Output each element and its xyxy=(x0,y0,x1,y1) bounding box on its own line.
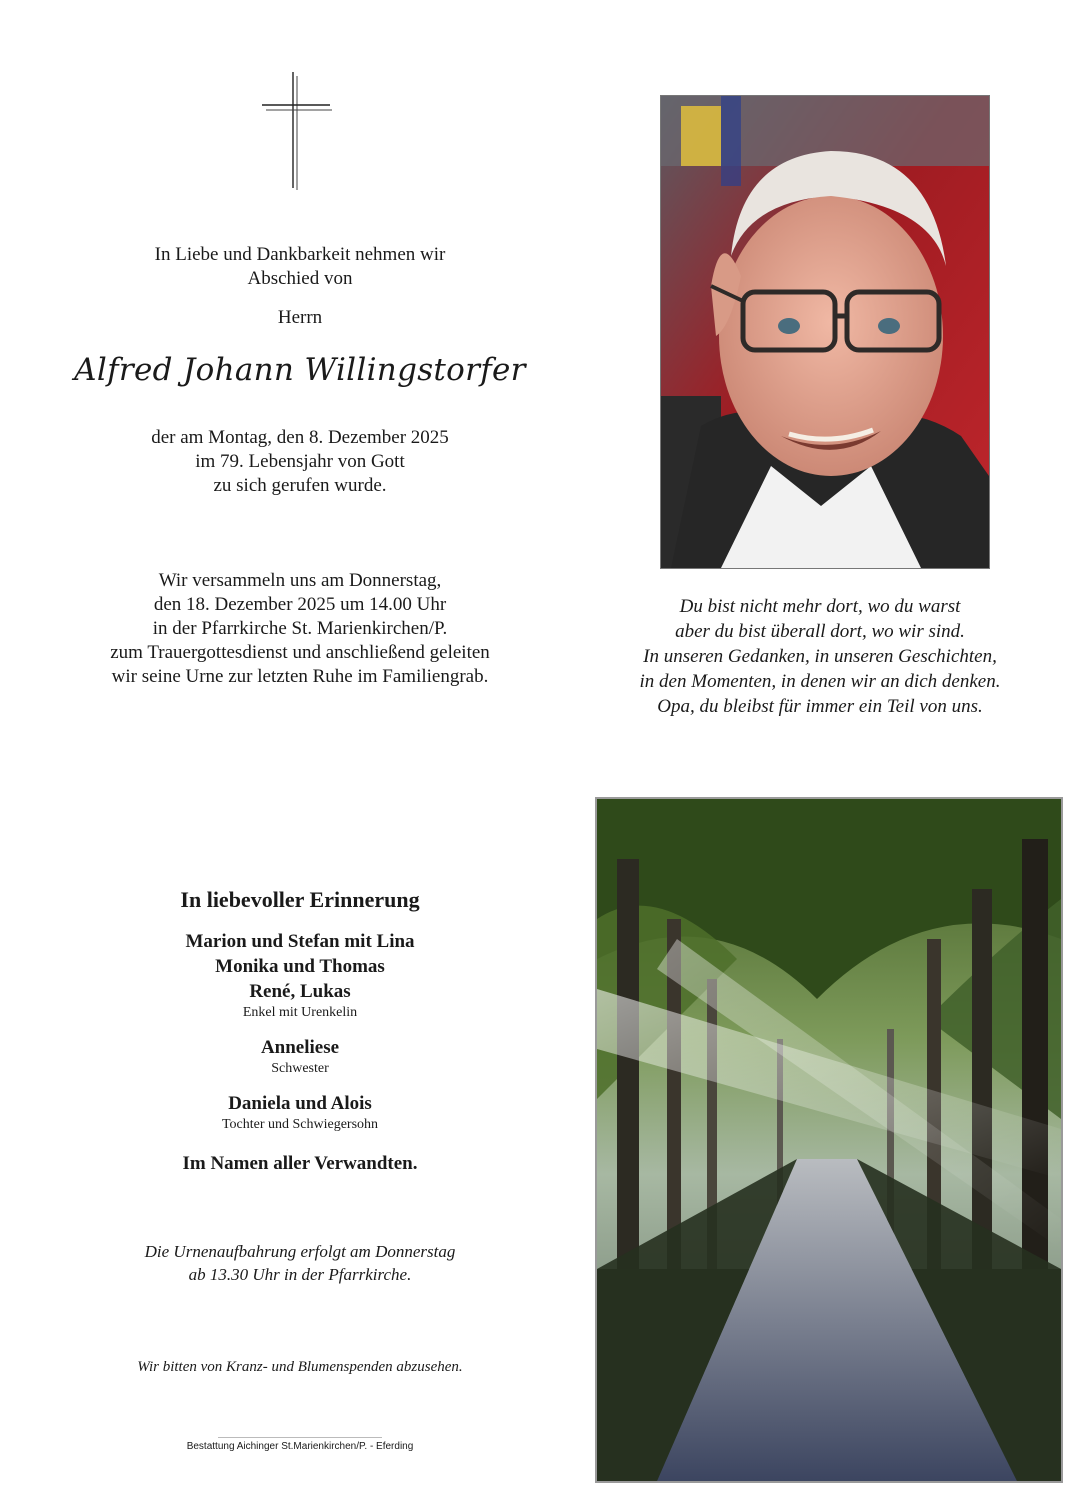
portrait-illustration xyxy=(661,96,989,568)
mourner-name: Daniela und Alois xyxy=(228,1093,372,1114)
gathering-line-2: den 18. Dezember 2025 um 14.00 Uhr xyxy=(153,594,447,615)
mourner-group xyxy=(100,1035,500,1077)
gathering-line-1: Wir versammeln uns am Donnerstag, xyxy=(158,570,442,591)
urn-notice xyxy=(70,1240,530,1286)
deceased-name: Alfred Johann Willingstorfer xyxy=(74,352,526,388)
death-notice xyxy=(80,426,520,498)
cross-icon xyxy=(260,72,332,190)
gathering-line-4: zum Trauergottesdienst und anschließend geleiten xyxy=(110,642,490,663)
poem-line-1: Du bist nicht mehr dort, wo du warst xyxy=(679,596,961,617)
forest-illustration xyxy=(597,799,1061,1481)
forest-path-image xyxy=(595,797,1063,1483)
death-line-3: zu sich gerufen wurde. xyxy=(213,475,387,496)
mourner-group xyxy=(100,929,500,1021)
poem-line-4: in den Momenten, in denen wir an dich denken. xyxy=(639,671,1001,692)
poem-line-5: Opa, du bleibst für immer ein Teil von uns. xyxy=(657,696,983,717)
mourner-relation: Tochter und Schwiegersohn xyxy=(221,1117,379,1132)
mourner-name: Anneliese xyxy=(260,1037,340,1058)
salutation: Herrn xyxy=(277,307,323,328)
divider xyxy=(218,1437,382,1438)
mourner-group xyxy=(100,1091,500,1133)
intro-line-1: In Liebe und Dankbarkeit nehmen wir xyxy=(154,244,446,265)
death-line-1: der am Montag, den 8. Dezember 2025 xyxy=(151,427,449,448)
urn-line-2: ab 13.30 Uhr in der Pfarrkirche. xyxy=(188,1265,412,1284)
funeral-home: Bestattung Aichinger St.Marienkirchen/P. - Eferding xyxy=(186,1441,414,1452)
flowers-notice: Wir bitten von Kranz- und Blumenspenden abzusehen. xyxy=(137,1359,463,1375)
memory-title: In liebevoller Erinnerung xyxy=(180,887,420,912)
mourner-name: Marion und Stefan mit Lina xyxy=(185,931,415,952)
gathering-line-5: wir seine Urne zur letzten Ruhe im Familiengrab. xyxy=(111,666,489,687)
poem xyxy=(580,594,1060,719)
gathering-line-3: in der Pfarrkirche St. Marienkirchen/P. xyxy=(152,618,448,639)
mourner-relation: Schwester xyxy=(271,1061,329,1076)
mourner-relation: Enkel mit Urenkelin xyxy=(242,1005,358,1020)
urn-line-1: Die Urnenaufbahrung erfolgt am Donnerstag xyxy=(144,1242,456,1261)
mourner-name: Monika und Thomas xyxy=(215,956,385,977)
gathering-notice xyxy=(50,569,550,689)
mourner-name: René, Lukas xyxy=(249,981,351,1002)
intro-line-2: Abschied von xyxy=(247,268,353,289)
portrait-photo xyxy=(660,95,990,569)
poem-line-3: In unseren Gedanken, in unseren Geschichten, xyxy=(643,646,997,667)
death-line-2: im 79. Lebensjahr von Gott xyxy=(195,451,405,472)
intro-text xyxy=(80,243,520,291)
poem-line-2: aber du bist überall dort, wo wir sind. xyxy=(675,621,965,642)
closing-line: Im Namen aller Verwandten. xyxy=(182,1153,418,1174)
